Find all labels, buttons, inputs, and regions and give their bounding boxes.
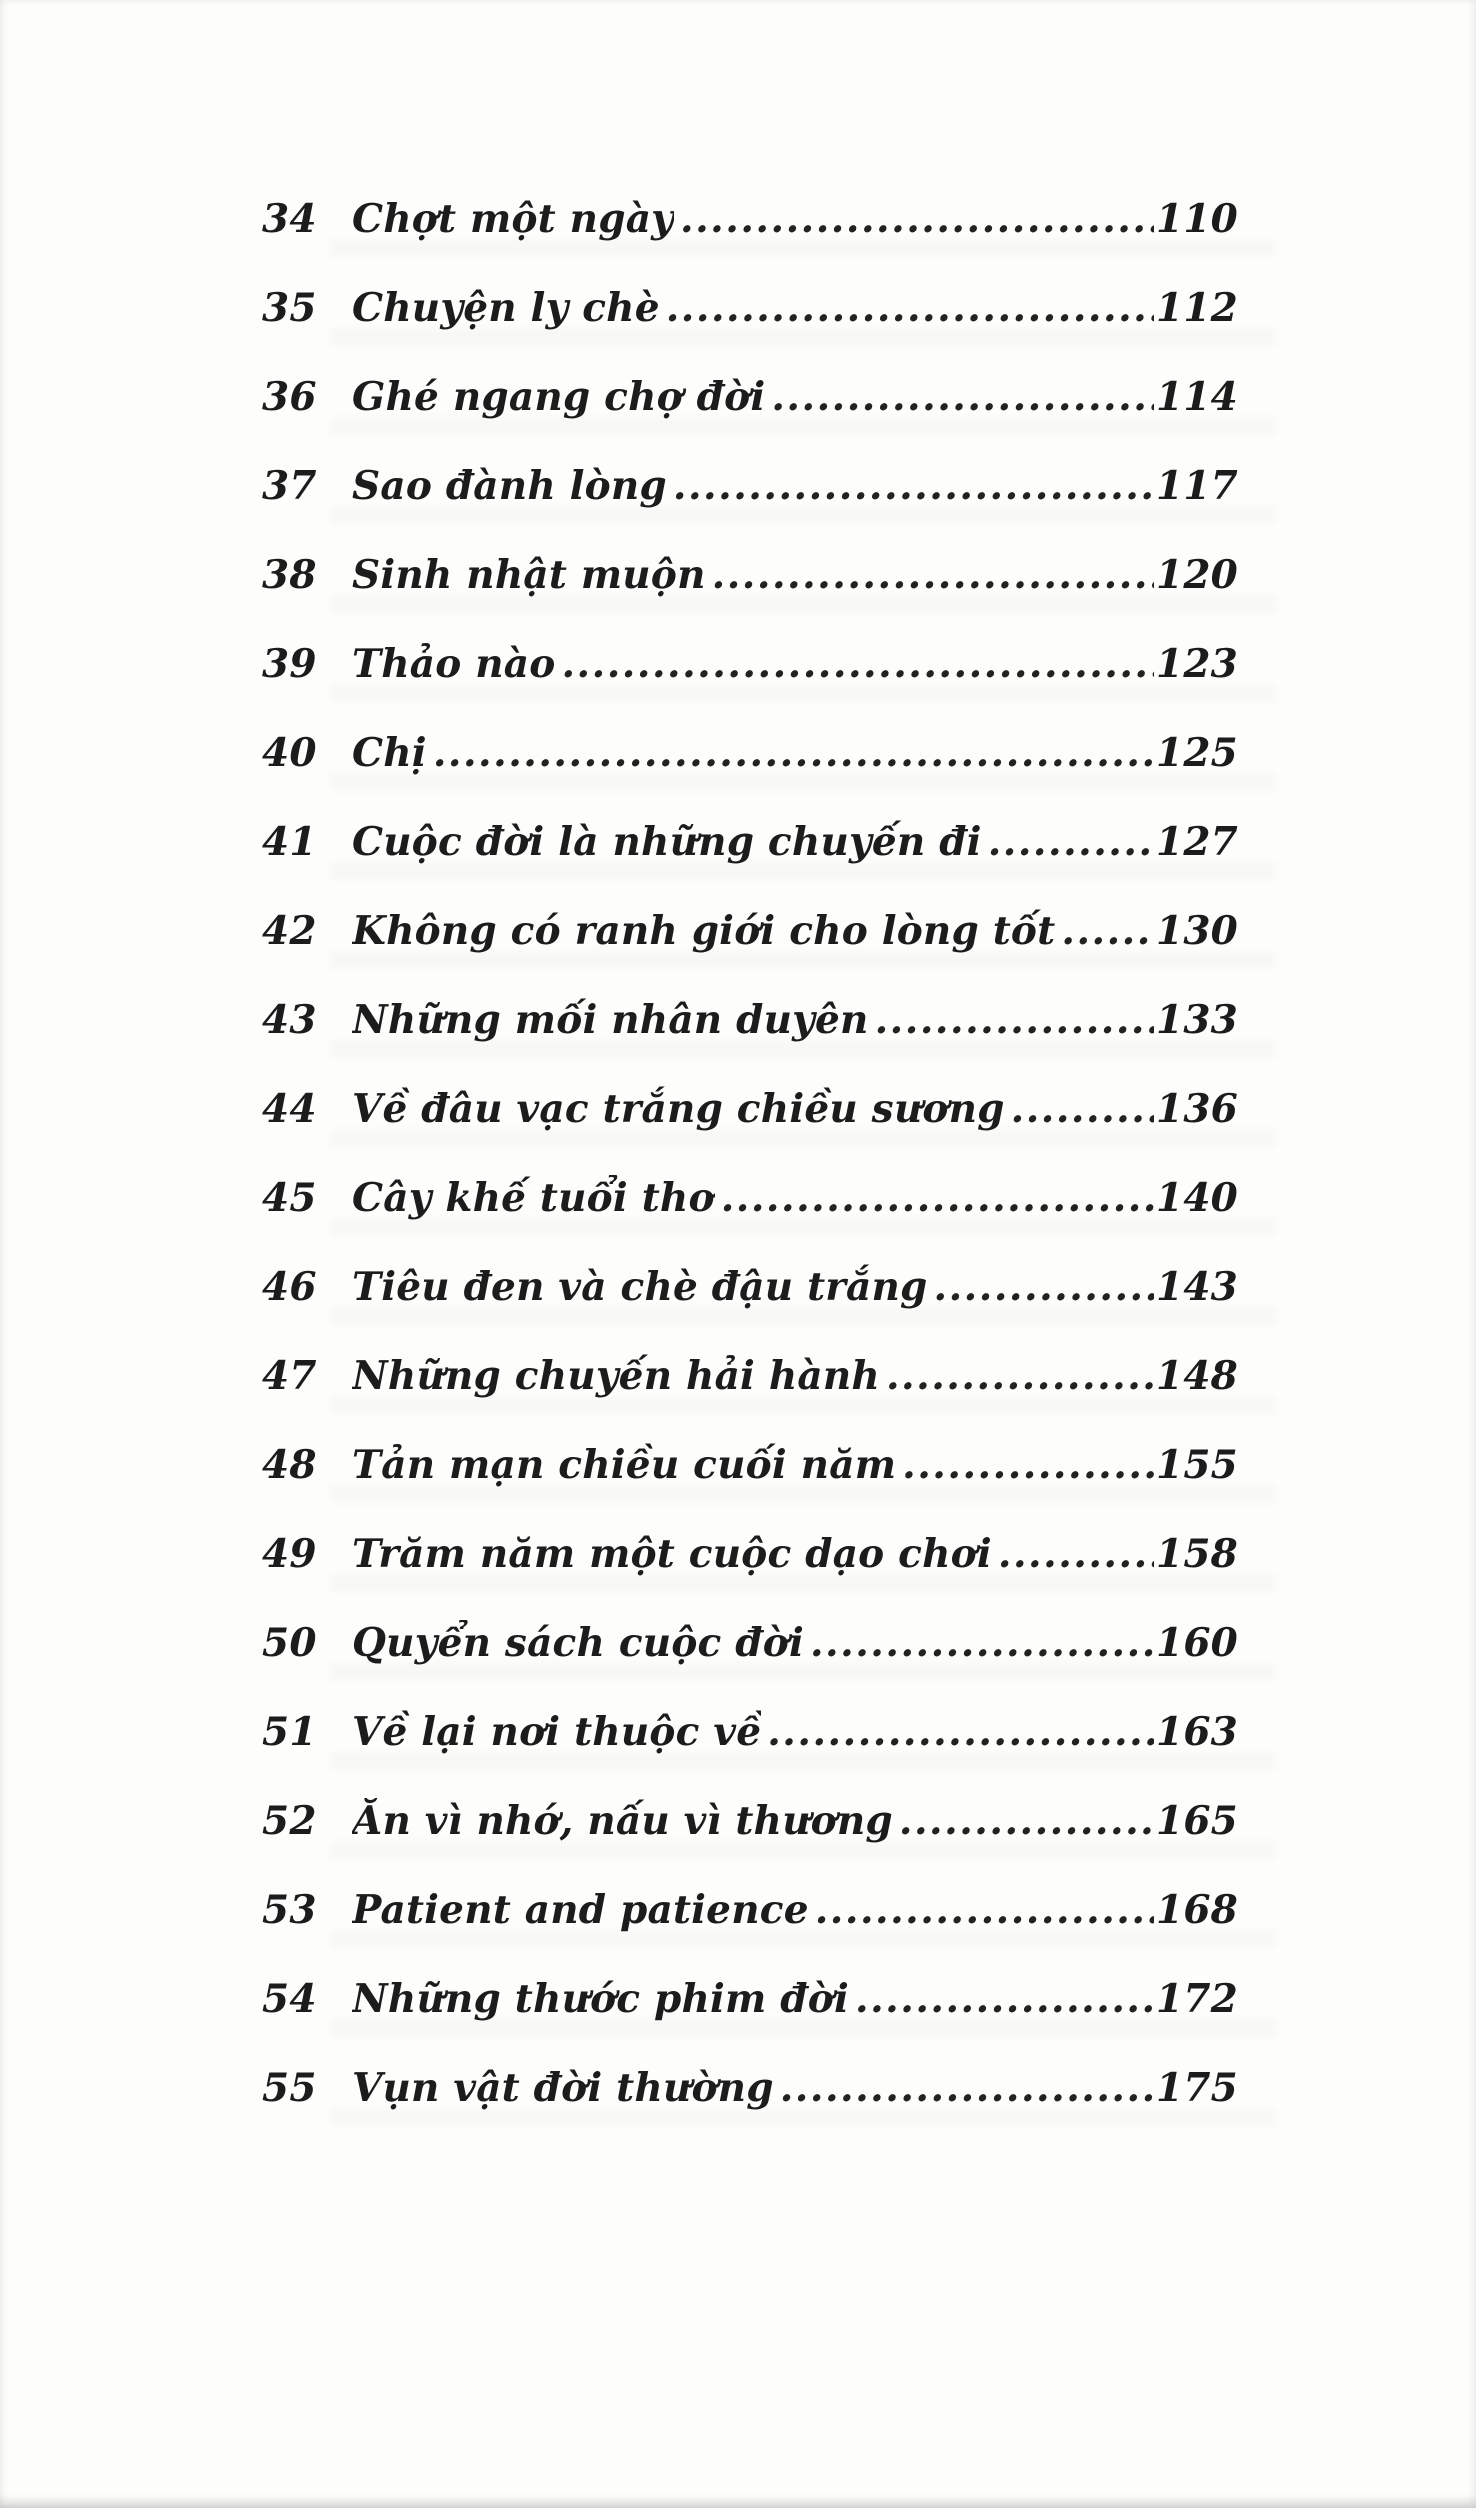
toc-entry-number: 38 [262,552,317,598]
toc-leader-dots [810,1620,1154,1666]
toc-leader-dots [902,1442,1154,1488]
toc-entry-title: Cuộc đời là những chuyến đi [352,819,982,865]
toc-entry-number: 40 [262,730,317,776]
toc-leader-dots [721,1175,1154,1221]
toc-entry-title: Sinh nhật muộn [352,552,706,598]
page-bottom-edge [0,2494,1476,2508]
toc-entry-number: 47 [262,1353,317,1399]
toc-entry [262,1976,1238,2065]
toc-entry-page: 133 [1155,997,1238,1043]
toc-leader-dots [673,463,1154,509]
toc-entry-number: 53 [262,1887,317,1933]
toc-leader-dots [998,1531,1154,1577]
toc-entry-title: Cây khế tuổi thơ [352,1175,715,1221]
toc-entry [262,1086,1238,1175]
toc-leader-dots [666,285,1154,331]
toc-entry-title: Những thước phim đời [352,1976,850,2022]
toc-entry [262,285,1238,374]
toc-entry-page: 123 [1155,641,1238,687]
toc-leader-dots [815,1887,1154,1933]
toc-leader-dots [767,1709,1154,1755]
toc-entry-title: Về đâu vạc trắng chiều sương [352,1086,1005,1132]
toc-entry-number: 41 [262,819,317,865]
toc-entry-number: 39 [262,641,317,687]
toc-entry-title: Không có ranh giới cho lòng tốt [352,908,1056,954]
toc-entry [262,1264,1238,1353]
toc-entry [262,196,1238,285]
toc-entry [262,997,1238,1086]
toc-entry-title: Ghé ngang chợ đời [352,374,766,420]
toc-entry-page: 148 [1155,1353,1238,1399]
toc-entry [262,1175,1238,1264]
toc-entry-page: 110 [1155,196,1238,242]
toc-entry [262,552,1238,641]
toc-entry-page: 175 [1155,2065,1238,2111]
toc-leader-dots [855,1976,1154,2022]
toc-entry-page: 143 [1155,1264,1238,1310]
toc-entry-title: Trăm năm một cuộc dạo chơi [352,1531,992,1577]
toc-entry-title: Chị [352,730,427,776]
toc-entry-page: 172 [1155,1976,1238,2022]
toc-entry-number: 46 [262,1264,317,1310]
toc-entry [262,908,1238,997]
toc-entry-page: 120 [1155,552,1238,598]
toc-entry-page: 125 [1155,730,1238,776]
toc-entry [262,1442,1238,1531]
toc-entry-title: Quyển sách cuộc đời [352,1620,804,1666]
toc-entry-title: Sao đành lòng [352,463,667,509]
toc-entry-page: 130 [1155,908,1238,954]
toc-entry [262,1353,1238,1442]
toc-entry-page: 155 [1155,1442,1238,1488]
toc-entry [262,463,1238,552]
toc-entry-number: 43 [262,997,317,1043]
toc-entry-title: Thảo nào [352,641,556,687]
toc-entry [262,1620,1238,1709]
toc-entry-page: 163 [1155,1709,1238,1755]
toc-leader-dots [934,1264,1154,1310]
toc-entry-number: 54 [262,1976,317,2022]
toc-entry [262,1709,1238,1798]
toc-entry-title: Những chuyến hải hành [352,1353,880,1399]
toc-leader-dots [712,552,1154,598]
toc-entry [262,1798,1238,1887]
toc-leader-dots [1061,908,1154,954]
toc-leader-dots [988,819,1154,865]
toc-entry-number: 34 [262,196,317,242]
toc-entry-page: 127 [1155,819,1238,865]
toc-entry [262,2065,1238,2154]
toc-entry-number: 51 [262,1709,317,1755]
toc-entry-page: 160 [1155,1620,1238,1666]
toc-entry-title: Tản mạn chiều cuối năm [352,1442,897,1488]
toc-leader-dots [433,730,1154,776]
toc-entry-page: 117 [1155,463,1238,509]
toc-entry [262,730,1238,819]
toc-leader-dots [680,196,1154,242]
toc-leader-dots [771,374,1154,420]
toc-entry-number: 52 [262,1798,317,1844]
toc-entry-number: 50 [262,1620,317,1666]
toc-entry-number: 55 [262,2065,317,2111]
toc-entry-page: 158 [1155,1531,1238,1577]
toc-entry-title: Ăn vì nhớ, nấu vì thương [352,1798,893,1844]
toc-leader-dots [561,641,1154,687]
toc-entry-number: 42 [262,908,317,954]
toc-entry-page: 168 [1155,1887,1238,1933]
toc-entry [262,641,1238,730]
toc-leader-dots [780,2065,1154,2111]
toc-entry-title: Patient and patience [352,1887,809,1933]
toc-entry-number: 45 [262,1175,317,1221]
toc-entry-title: Những mối nhân duyên [352,997,869,1043]
toc-entry [262,819,1238,908]
toc-entry-page: 112 [1155,285,1238,331]
toc-entry-number: 36 [262,374,317,420]
toc-entry-page: 136 [1155,1086,1238,1132]
toc-entry-title: Vụn vật đời thường [352,2065,774,2111]
table-of-contents [262,196,1238,2154]
toc-entry [262,1887,1238,1976]
toc-entry-page: 114 [1155,374,1238,420]
toc-entry [262,1531,1238,1620]
toc-entry [262,374,1238,463]
toc-entry-number: 49 [262,1531,317,1577]
toc-leader-dots [886,1353,1154,1399]
toc-entry-number: 44 [262,1086,317,1132]
toc-entry-number: 35 [262,285,317,331]
toc-entry-title: Tiêu đen và chè đậu trắng [352,1264,928,1310]
toc-leader-dots [1011,1086,1154,1132]
toc-leader-dots [899,1798,1154,1844]
toc-entry-title: Về lại nơi thuộc về [352,1709,762,1755]
toc-entry-title: Chợt một ngày [352,196,675,242]
toc-entry-page: 140 [1155,1175,1238,1221]
toc-entry-number: 37 [262,463,317,509]
toc-leader-dots [875,997,1154,1043]
toc-entry-title: Chuyện ly chè [352,285,660,331]
toc-entry-number: 48 [262,1442,317,1488]
toc-entry-page: 165 [1155,1798,1238,1844]
